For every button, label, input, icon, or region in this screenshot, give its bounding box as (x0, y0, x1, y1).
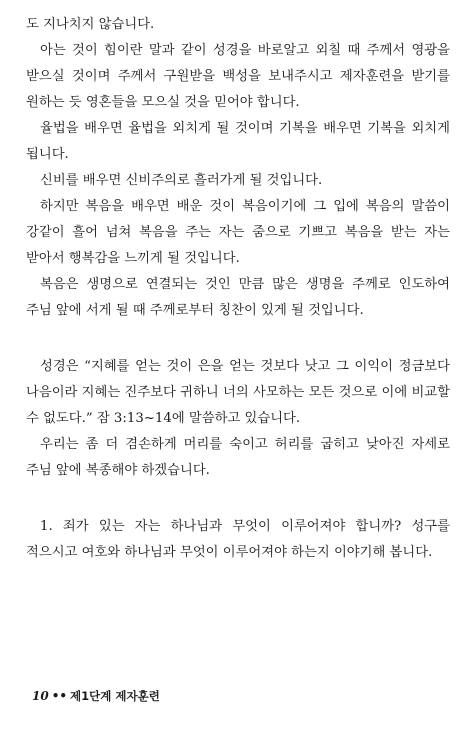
paragraph: 아는 것이 힘이란 말과 같이 성경을 바로알고 외칠 때 주께서 영광을 받으실 것이며 주께서 구원받을 백성을 보내주시고 제자훈련을 받기를 원하는 듯 영혼들을 모으실 것을 믿어야 합니다. (26, 43, 450, 110)
page-body (26, 12, 450, 566)
paragraph: 하지만 복음을 배우면 배운 것이 복음이기에 그 입에 복음의 말씀이 강같이 흘어 넘쳐 복음을 주는 자는 줌으로 기쁘고 복음을 받는 자는 받아서 행복감을 느끼게 될 것입니다. (26, 199, 450, 266)
page-footer (32, 688, 160, 704)
page-number: 10 (32, 689, 49, 703)
paragraph: 복음은 생명으로 연결되는 것인 만큼 많은 생명을 주께로 인도하여 주님 앞에 서게 될 때 주께로부터 칭찬이 있게 될 것입니다. (26, 277, 450, 318)
section-gap (26, 324, 450, 354)
footer-separator: •• (51, 689, 68, 703)
paragraph: 우리는 좀 더 겸손하게 머리를 숙이고 허리를 굽히고 낮아진 자세로 주님 앞에 복종해야 하겠습니다. (26, 437, 450, 478)
paragraph-quote: 성경은 “지혜를 얻는 것이 은을 얻는 것보다 낫고 그 이익이 정금보다 나음이라 지혜는 진주보다 귀하니 너의 사모하는 모든 것으로 이에 비교할 수 없도다.” 잠 3:13~14에 말씀하고 있습니다. (26, 359, 450, 426)
paragraph-continuation: 도 지나치지 않습니다. (26, 17, 155, 32)
running-title: 제1단계 제자훈련 (70, 689, 160, 703)
question-item: 1. 죄가 있는 자는 하나님과 무엇이 이루어져야 합니까? 성구를 적으시고 여호와 하나님과 무엇이 이루어져야 하는지 이야기해 봅니다. (26, 519, 450, 560)
paragraph: 신비를 배우면 신비주의로 흘러가게 될 것입니다. (40, 173, 323, 188)
paragraph: 율법을 배우면 율법을 외치게 될 것이며 기복을 배우면 기복을 외치게 됩니다. (26, 121, 450, 162)
section-gap (26, 484, 450, 514)
